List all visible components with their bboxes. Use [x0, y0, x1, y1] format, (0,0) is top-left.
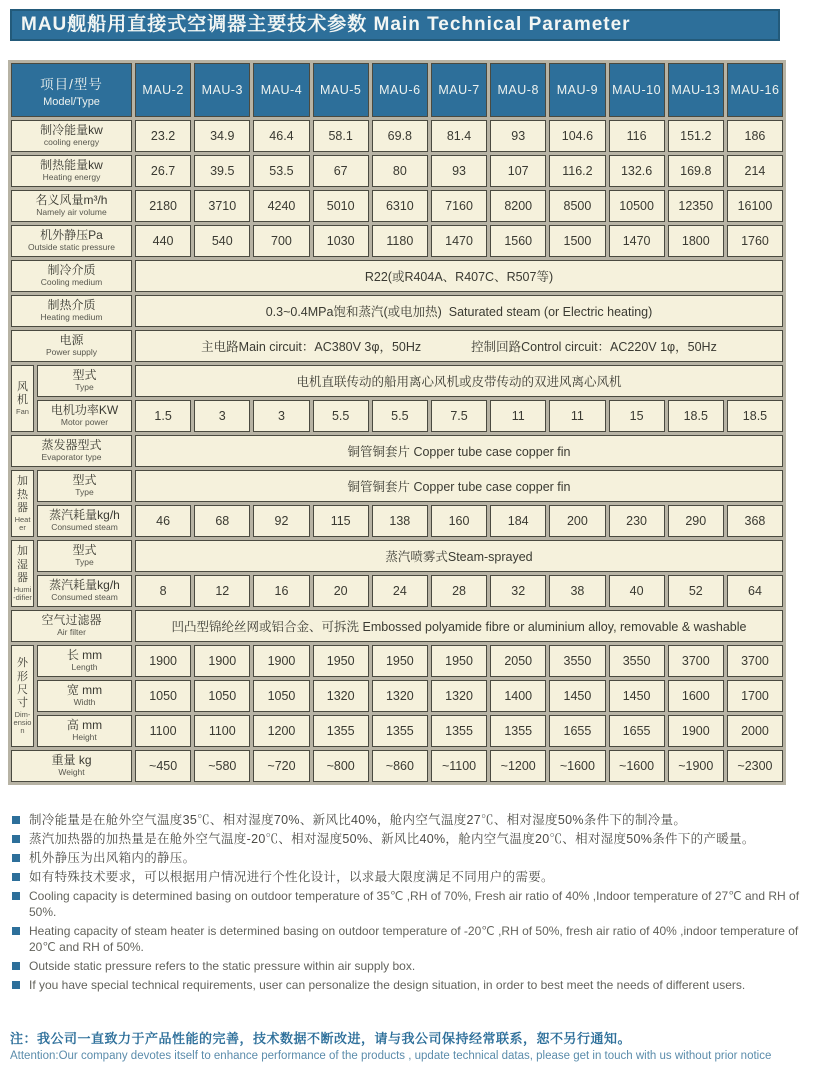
- note-item: [10, 850, 822, 866]
- table-band: [11, 190, 783, 222]
- note-text: Outside static pressure refers to the static pressure within air supply box.: [29, 959, 416, 973]
- corner-cell-en: Model/Type: [43, 95, 100, 108]
- value-cell: 230: [609, 505, 665, 537]
- note-text: 机外静压为出风箱内的静压。: [29, 851, 196, 865]
- table-band: [11, 750, 783, 782]
- note-item: [10, 812, 822, 828]
- value-cell: 186: [727, 120, 783, 152]
- value-cell: 160: [431, 505, 487, 537]
- value-cell: 3: [253, 400, 309, 432]
- value-cell: 11: [490, 400, 546, 432]
- value-cell: 1760: [727, 225, 783, 257]
- value-cell: 38: [549, 575, 605, 607]
- value-cell: 1950: [431, 645, 487, 677]
- value-cell: 39.5: [194, 155, 250, 187]
- corner-cell: [11, 63, 132, 117]
- row-label: [37, 470, 132, 502]
- value-cell: 58.1: [313, 120, 369, 152]
- value-cell: 1355: [490, 715, 546, 747]
- value-cell: ~860: [372, 750, 428, 782]
- group-cell-zh: 风机: [17, 380, 28, 407]
- value-cell: 1400: [490, 680, 546, 712]
- table-band: [11, 540, 783, 607]
- bullet-square-icon: [12, 927, 20, 935]
- note-text: Heating capacity of steam heater is determined basing on outdoor temperature of -20℃ ,RH of 50%, fresh air ratio of 40% ,indoor temperature of 20℃ and RH of 50%.: [29, 924, 799, 954]
- bullet-square-icon: [12, 854, 20, 862]
- row-label-zh: 高 mm: [66, 718, 103, 733]
- footer-note: [10, 1028, 822, 1062]
- row-label-en: Height: [72, 732, 97, 743]
- group-cell-en: Heater: [14, 514, 31, 532]
- row-label-en: Heating medium: [40, 312, 103, 323]
- value-cell: 92: [253, 505, 309, 537]
- row-label-en: Consumed steam: [51, 592, 118, 603]
- row-label: [37, 365, 132, 397]
- note-item: [10, 977, 822, 993]
- footer-note-en: Attention:Our company devotes itself to enhance performance of the products , update technical datas, please get in touch with us without prior notice: [10, 1050, 772, 1062]
- row-label-zh: 蒸发器型式: [41, 438, 102, 453]
- value-cell: 1655: [549, 715, 605, 747]
- value-cell: 4240: [253, 190, 309, 222]
- band-rows: [11, 330, 783, 362]
- value-cell: 1950: [372, 645, 428, 677]
- note-item: [10, 869, 822, 885]
- row-label-en: Type: [75, 487, 94, 498]
- value-cell: 81.4: [431, 120, 487, 152]
- row-label-zh: 名义风量m³/h: [35, 193, 108, 208]
- table-row: [37, 505, 783, 537]
- value-cell: 1180: [372, 225, 428, 257]
- span-cell: 电机直联传动的船用离心风机或皮带传动的双进风离心风机: [135, 365, 783, 397]
- group-cell: [11, 540, 34, 607]
- row-label: [37, 575, 132, 607]
- table-band: [11, 645, 783, 747]
- model-header-cell: MAU-2: [135, 63, 191, 117]
- band-rows: [11, 155, 783, 187]
- model-header-cell: MAU-7: [431, 63, 487, 117]
- value-cell: 200: [549, 505, 605, 537]
- model-header-cell: MAU-16: [727, 63, 783, 117]
- row-label: [11, 225, 132, 257]
- value-cell: 11: [549, 400, 605, 432]
- value-cell: 1320: [372, 680, 428, 712]
- value-cell: 1050: [194, 680, 250, 712]
- notes-list: [10, 812, 822, 996]
- band-rows: [11, 225, 783, 257]
- group-cell-zh: 加湿器: [17, 545, 28, 584]
- value-cell: 138: [372, 505, 428, 537]
- model-header-cell: MAU-8: [490, 63, 546, 117]
- value-cell: 1030: [313, 225, 369, 257]
- row-label-zh: 制热能量kw: [40, 158, 103, 173]
- model-header-cell: MAU-13: [668, 63, 724, 117]
- band-rows: [37, 470, 783, 537]
- value-cell: 116.2: [549, 155, 605, 187]
- value-cell: 3550: [549, 645, 605, 677]
- value-cell: 93: [490, 120, 546, 152]
- corner-cell-zh: 项目/型号: [40, 76, 103, 92]
- value-cell: 46: [135, 505, 191, 537]
- table-row: [11, 225, 783, 257]
- group-cell-en: Humi-difier: [13, 584, 32, 602]
- row-label-en: Evaporator type: [41, 452, 102, 463]
- value-cell: 6310: [372, 190, 428, 222]
- value-cell: 46.4: [253, 120, 309, 152]
- value-cell: 169.8: [668, 155, 724, 187]
- row-label-zh: 重量 kg: [51, 753, 92, 768]
- value-cell: 151.2: [668, 120, 724, 152]
- table-row: [37, 540, 783, 572]
- row-label: [11, 750, 132, 782]
- value-cell: 368: [727, 505, 783, 537]
- bullet-square-icon: [12, 873, 20, 881]
- value-cell: 1500: [549, 225, 605, 257]
- value-cell: 7.5: [431, 400, 487, 432]
- row-label-en: Heating energy: [42, 172, 101, 183]
- value-cell: 23.2: [135, 120, 191, 152]
- row-label-en: Consumed steam: [51, 522, 118, 533]
- value-cell: 1050: [253, 680, 309, 712]
- value-cell: 12350: [668, 190, 724, 222]
- value-cell: 540: [194, 225, 250, 257]
- band-rows: [11, 120, 783, 152]
- row-label: [11, 610, 132, 642]
- model-header-cell: MAU-3: [194, 63, 250, 117]
- band-rows: [11, 295, 783, 327]
- model-header-cell: MAU-5: [313, 63, 369, 117]
- model-header-cell: MAU-6: [372, 63, 428, 117]
- value-cell: ~1900: [668, 750, 724, 782]
- value-cell: 1600: [668, 680, 724, 712]
- bullet-square-icon: [12, 981, 20, 989]
- value-cell: 1100: [135, 715, 191, 747]
- band-rows: [37, 645, 783, 747]
- value-cell: 1470: [431, 225, 487, 257]
- band-rows: [37, 365, 783, 432]
- value-cell: 1100: [194, 715, 250, 747]
- page-title: MAU舰船用直接式空调器主要技术参数 Main Technical Parameter: [10, 9, 780, 41]
- table-band: [11, 435, 783, 467]
- value-cell: 15: [609, 400, 665, 432]
- value-cell: 26.7: [135, 155, 191, 187]
- footer-note-zh: 注：我公司一直致力于产品性能的完善，技术数据不断改进，请与我公司保持经常联系，恕不另行通知。: [10, 1031, 632, 1046]
- value-cell: 214: [727, 155, 783, 187]
- value-cell: 52: [668, 575, 724, 607]
- band-rows: [11, 750, 783, 782]
- note-item: [10, 831, 822, 847]
- table-row: [11, 295, 783, 327]
- value-cell: 3700: [727, 645, 783, 677]
- row-label-zh: 宽 mm: [66, 683, 103, 698]
- band-rows: [11, 260, 783, 292]
- value-cell: 1800: [668, 225, 724, 257]
- note-text: 制冷能量是在舱外空气温度35℃、相对湿度70%、新风比40%，舱内空气温度27℃、相对湿度50%条件下的制冷量。: [29, 813, 687, 827]
- note-text: 蒸汽加热器的加热量是在舱外空气温度-20℃、相对湿度50%、新风比40%，舱内空气温度20℃、相对湿度50%条件下的产暖量。: [29, 832, 755, 846]
- value-cell: 2180: [135, 190, 191, 222]
- table-row: [11, 155, 783, 187]
- table-row: [37, 680, 783, 712]
- group-cell: [11, 365, 34, 432]
- row-label-en: Width: [73, 697, 96, 708]
- value-cell: 5010: [313, 190, 369, 222]
- value-cell: 2050: [490, 645, 546, 677]
- value-cell: 5.5: [372, 400, 428, 432]
- table-band: [11, 365, 783, 432]
- value-cell: ~1600: [609, 750, 665, 782]
- bullet-square-icon: [12, 892, 20, 900]
- group-cell-zh: 外形尺寸: [17, 657, 28, 709]
- row-label-zh: 蒸汽耗量kg/h: [49, 578, 120, 593]
- value-cell: 1900: [253, 645, 309, 677]
- row-label: [37, 645, 132, 677]
- value-cell: 1900: [194, 645, 250, 677]
- value-cell: 69.8: [372, 120, 428, 152]
- value-cell: 184: [490, 505, 546, 537]
- value-cell: 1320: [431, 680, 487, 712]
- table-band: [11, 225, 783, 257]
- span-cell: R22(或R404A、R407C、R507等): [135, 260, 783, 292]
- value-cell: 1320: [313, 680, 369, 712]
- value-cell: 3550: [609, 645, 665, 677]
- value-cell: 1.5: [135, 400, 191, 432]
- value-cell: 5.5: [313, 400, 369, 432]
- value-cell: 67: [313, 155, 369, 187]
- value-cell: 64: [727, 575, 783, 607]
- value-cell: ~580: [194, 750, 250, 782]
- value-cell: 104.6: [549, 120, 605, 152]
- row-label-en: Type: [75, 557, 94, 568]
- value-cell: 20: [313, 575, 369, 607]
- table-band: [11, 155, 783, 187]
- group-cell-en: Fan: [16, 407, 29, 417]
- value-cell: 3710: [194, 190, 250, 222]
- value-cell: 116: [609, 120, 665, 152]
- row-label: [11, 295, 132, 327]
- note-item: [10, 888, 822, 920]
- row-label-en: Power supply: [45, 347, 98, 358]
- row-label: [11, 190, 132, 222]
- row-label: [11, 155, 132, 187]
- table-band: [11, 470, 783, 537]
- row-label-en: Length: [71, 662, 98, 673]
- value-cell: 3700: [668, 645, 724, 677]
- table-band: [11, 610, 783, 642]
- table-row: [37, 470, 783, 502]
- row-label-zh: 型式: [72, 543, 97, 558]
- table-row: [37, 365, 783, 397]
- value-cell: 1450: [609, 680, 665, 712]
- table-row: [11, 435, 783, 467]
- table-band: [11, 295, 783, 327]
- row-label-zh: 电源: [59, 333, 84, 348]
- span-cell: 铜管铜套片 Copper tube case copper fin: [135, 435, 783, 467]
- row-label: [37, 540, 132, 572]
- span-cell: 凹凸型锦纶丝网或铝合金、可拆洗 Embossed polyamide fibre or aluminium alloy, removable & washable: [135, 610, 783, 642]
- row-label: [11, 330, 132, 362]
- row-label-zh: 制冷能量kw: [40, 123, 103, 138]
- span-cell: 蒸汽喷雾式Steam-sprayed: [135, 540, 783, 572]
- group-cell-en: Dim-ension: [13, 710, 32, 735]
- row-label-zh: 型式: [72, 368, 97, 383]
- note-item: [10, 923, 822, 955]
- value-cell: 1450: [549, 680, 605, 712]
- table-row: [37, 645, 783, 677]
- value-cell: 16100: [727, 190, 783, 222]
- value-cell: ~2300: [727, 750, 783, 782]
- value-cell: 16: [253, 575, 309, 607]
- note-text: 如有特殊技术要求，可以根据用户情况进行个性化设计，以求最大限度满足不同用户的需要。: [29, 870, 554, 884]
- value-cell: 1470: [609, 225, 665, 257]
- table-band: [11, 330, 783, 362]
- value-cell: 28: [431, 575, 487, 607]
- value-cell: 1200: [253, 715, 309, 747]
- span-cell: 铜管铜套片 Copper tube case copper fin: [135, 470, 783, 502]
- value-cell: 18.5: [668, 400, 724, 432]
- band-rows: [37, 540, 783, 607]
- row-label-en: Cooling medium: [40, 277, 103, 288]
- value-cell: 440: [135, 225, 191, 257]
- value-cell: 12: [194, 575, 250, 607]
- table-row: [37, 715, 783, 747]
- row-label-en: Outside static pressure: [28, 242, 115, 253]
- value-cell: 40: [609, 575, 665, 607]
- note-text: If you have special technical requirements, user can personalize the design situation, in order to best meet the needs of different users.: [29, 978, 746, 992]
- note-text: Cooling capacity is determined basing on outdoor temperature of 35℃ ,RH of 70%, Fresh air ratio of 40% ,Indoor temperature of 27℃ and RH of 50%.: [29, 889, 800, 919]
- value-cell: ~1200: [490, 750, 546, 782]
- row-label-zh: 空气过滤器: [41, 613, 102, 628]
- bullet-square-icon: [12, 835, 20, 843]
- group-cell-zh: 加热器: [17, 475, 28, 514]
- group-cell: [11, 645, 34, 747]
- value-cell: ~1100: [431, 750, 487, 782]
- row-label-en: cooling energy: [43, 137, 100, 148]
- band-rows: [11, 610, 783, 642]
- model-header-cell: MAU-4: [253, 63, 309, 117]
- value-cell: 53.5: [253, 155, 309, 187]
- table-band: [11, 120, 783, 152]
- value-cell: 1050: [135, 680, 191, 712]
- row-label-zh: 制冷介质: [47, 263, 96, 278]
- row-label: [11, 260, 132, 292]
- note-item: [10, 958, 822, 974]
- row-label-zh: 长 mm: [66, 648, 103, 663]
- row-label: [37, 680, 132, 712]
- row-label-en: Namely air volume: [36, 207, 107, 218]
- row-label-en: Type: [75, 382, 94, 393]
- row-label-en: Motor power: [60, 417, 109, 428]
- value-cell: 132.6: [609, 155, 665, 187]
- value-cell: 80: [372, 155, 428, 187]
- row-label: [11, 435, 132, 467]
- table-row: [11, 190, 783, 222]
- row-label-en: Weight: [58, 767, 85, 778]
- group-cell: [11, 470, 34, 537]
- value-cell: ~800: [313, 750, 369, 782]
- table-row: [37, 575, 783, 607]
- spec-table: [8, 60, 786, 785]
- row-label-zh: 电机功率KW: [50, 403, 119, 418]
- band-rows: [11, 435, 783, 467]
- value-cell: 93: [431, 155, 487, 187]
- table-row: [11, 330, 783, 362]
- span-cell: 0.3~0.4MPa饱和蒸汽(或电加热) Saturated steam (or Electric heating): [135, 295, 783, 327]
- model-header-cell: MAU-9: [549, 63, 605, 117]
- value-cell: 1950: [313, 645, 369, 677]
- value-cell: 1355: [313, 715, 369, 747]
- span-cell: 主电路Main circuit：AC380V 3φ，50Hz 控制回路Control circuit：AC220V 1φ，50Hz: [135, 330, 783, 362]
- value-cell: 1355: [372, 715, 428, 747]
- value-cell: 3: [194, 400, 250, 432]
- bullet-square-icon: [12, 962, 20, 970]
- value-cell: 8: [135, 575, 191, 607]
- row-label-zh: 机外静压Pa: [40, 228, 103, 243]
- value-cell: 2000: [727, 715, 783, 747]
- band-rows: [11, 190, 783, 222]
- value-cell: 8200: [490, 190, 546, 222]
- header-row: [11, 63, 783, 117]
- value-cell: 1655: [609, 715, 665, 747]
- row-label-zh: 蒸汽耗量kg/h: [49, 508, 120, 523]
- value-cell: 68: [194, 505, 250, 537]
- row-label: [11, 120, 132, 152]
- model-header-cell: MAU-10: [609, 63, 665, 117]
- value-cell: 1900: [135, 645, 191, 677]
- table-row: [11, 120, 783, 152]
- value-cell: 1700: [727, 680, 783, 712]
- value-cell: 8500: [549, 190, 605, 222]
- value-cell: ~450: [135, 750, 191, 782]
- value-cell: 115: [313, 505, 369, 537]
- table-row: [37, 400, 783, 432]
- value-cell: 7160: [431, 190, 487, 222]
- row-label-zh: 制热介质: [47, 298, 96, 313]
- table-band: [11, 260, 783, 292]
- value-cell: 34.9: [194, 120, 250, 152]
- value-cell: 1355: [431, 715, 487, 747]
- row-label-zh: 型式: [72, 473, 97, 488]
- value-cell: 18.5: [727, 400, 783, 432]
- table-row: [11, 610, 783, 642]
- table-row: [11, 260, 783, 292]
- value-cell: 1560: [490, 225, 546, 257]
- value-cell: 290: [668, 505, 724, 537]
- row-label: [37, 715, 132, 747]
- row-label: [37, 505, 132, 537]
- table-row: [11, 750, 783, 782]
- value-cell: 32: [490, 575, 546, 607]
- value-cell: 10500: [609, 190, 665, 222]
- row-label: [37, 400, 132, 432]
- value-cell: 24: [372, 575, 428, 607]
- value-cell: ~720: [253, 750, 309, 782]
- value-cell: 700: [253, 225, 309, 257]
- value-cell: 107: [490, 155, 546, 187]
- value-cell: ~1600: [549, 750, 605, 782]
- row-label-en: Air filter: [57, 627, 86, 638]
- value-cell: 1900: [668, 715, 724, 747]
- bullet-square-icon: [12, 816, 20, 824]
